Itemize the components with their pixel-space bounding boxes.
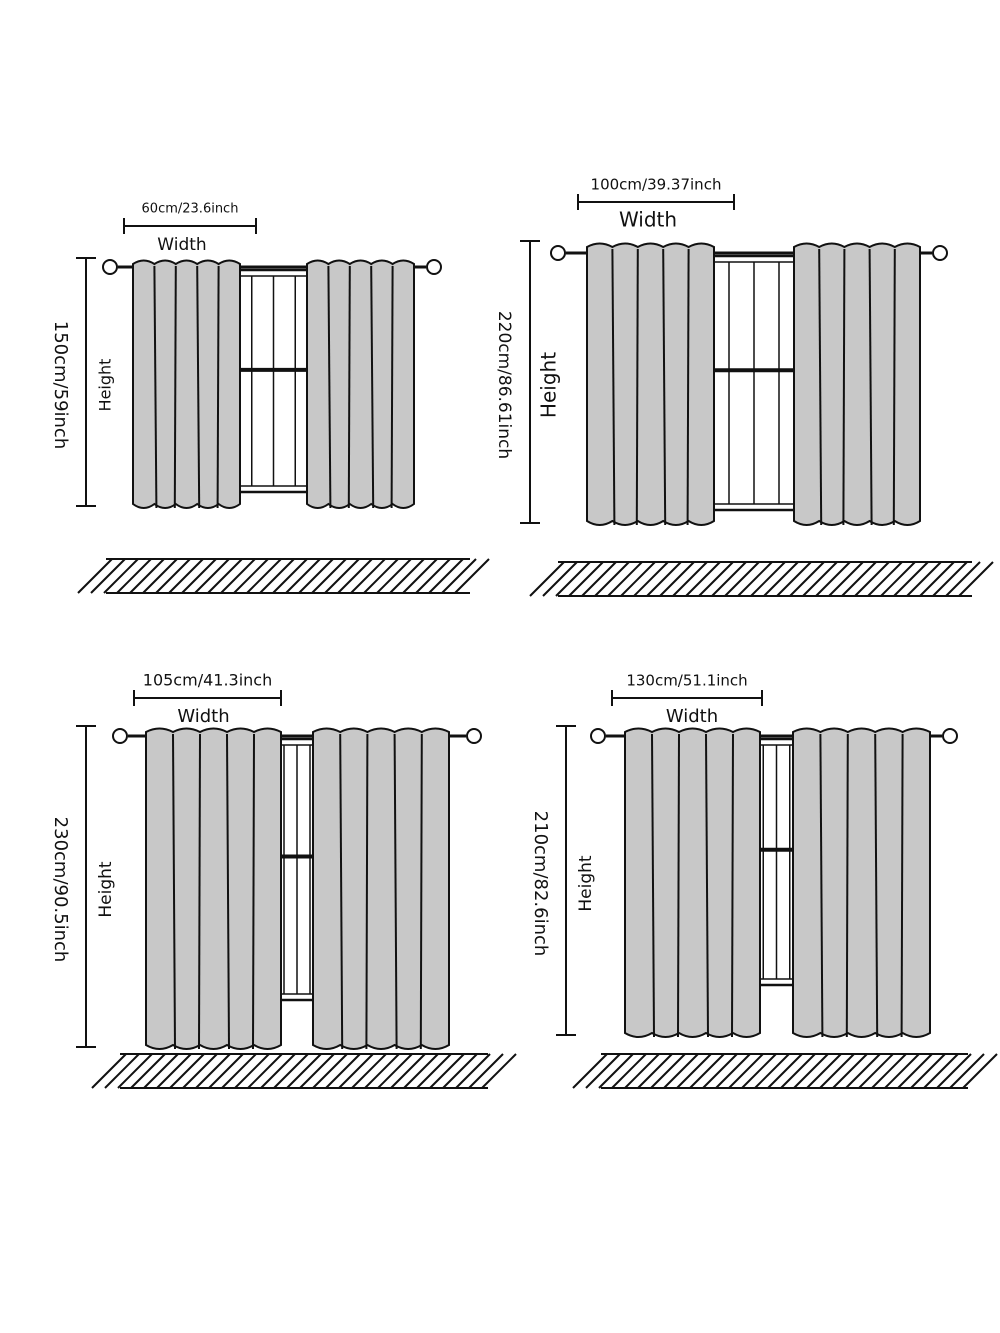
curtain-left	[587, 244, 714, 526]
curtain-fold-line	[366, 734, 367, 1049]
curtain-panel-shape	[587, 244, 714, 526]
width-value-label: 100cm/39.37inch	[590, 175, 722, 194]
height-value-label: 150cm/59inch	[50, 320, 71, 450]
curtain-right	[313, 729, 449, 1050]
width-word-label: Width	[618, 207, 678, 232]
curtain-panel-shape	[793, 729, 930, 1038]
curtain-fold-line	[678, 734, 679, 1037]
width-value-label: 130cm/51.1inch	[626, 671, 748, 690]
curtain-left	[625, 729, 760, 1038]
curtain-fold-line	[894, 249, 895, 525]
rod-finial-left	[551, 246, 565, 260]
curtain-fold-line	[199, 734, 200, 1049]
height-word-label: Height	[96, 861, 116, 918]
curtain-diagram-panel-2	[494, 176, 993, 597]
curtain-right	[794, 244, 920, 526]
curtain-fold-line	[392, 266, 393, 508]
height-value-label: 230cm/90.5inch	[50, 816, 71, 963]
width-value-label: 60cm/23.6inch	[141, 201, 239, 217]
curtain-fold-line	[847, 734, 848, 1037]
curtain-panel-shape	[794, 244, 920, 526]
floor-hatch	[573, 1054, 997, 1088]
height-value-label: 220cm/86.61inch	[494, 310, 514, 460]
rod-finial-left	[591, 729, 605, 743]
height-word-label: Height	[536, 351, 561, 419]
rod-finial-right	[467, 729, 481, 743]
curtain-fold-line	[637, 249, 638, 525]
height-value-label: 210cm/82.6inch	[530, 810, 551, 957]
floor-hatch	[78, 559, 489, 593]
floor-hatch	[530, 562, 993, 596]
curtain-fold-line	[843, 249, 844, 525]
curtain-panel-shape	[625, 729, 760, 1038]
curtain-right	[793, 729, 930, 1038]
curtain-panel-shape	[313, 729, 449, 1050]
width-word-label: Width	[157, 235, 207, 255]
width-word-label: Width	[177, 706, 230, 727]
curtain-fold-line	[732, 734, 733, 1037]
curtain-diagram-panel-1	[50, 202, 489, 594]
curtain-fold-line	[253, 734, 254, 1049]
curtain-left	[146, 729, 281, 1050]
rod-finial-right	[943, 729, 957, 743]
height-word-label: Height	[576, 855, 596, 912]
rod-finial-right	[427, 260, 441, 274]
width-word-label: Width	[665, 706, 719, 727]
curtain-diagram-panel-3	[50, 671, 516, 1089]
curtain-panel-shape	[146, 729, 281, 1050]
height-word-label: Height	[95, 358, 115, 412]
curtain-fold-line	[349, 266, 350, 508]
curtain-fold-line	[688, 249, 689, 525]
curtain-diagram-panel-4	[530, 672, 997, 1089]
curtain-right	[307, 261, 414, 509]
width-value-label: 105cm/41.3inch	[142, 670, 273, 690]
window-frame	[704, 256, 804, 510]
floor-hatch	[92, 1054, 516, 1088]
rod-finial-left	[113, 729, 127, 743]
curtain-fold-line	[421, 734, 422, 1049]
rod-finial-right	[933, 246, 947, 260]
curtain-fold-line	[218, 266, 219, 508]
curtain-fold-line	[902, 734, 903, 1037]
curtain-panel-shape	[133, 261, 240, 509]
curtain-left	[133, 261, 240, 509]
curtain-panel-shape	[307, 261, 414, 509]
window-frame	[230, 270, 317, 492]
curtain-fold-line	[175, 266, 176, 508]
rod-finial-left	[103, 260, 117, 274]
